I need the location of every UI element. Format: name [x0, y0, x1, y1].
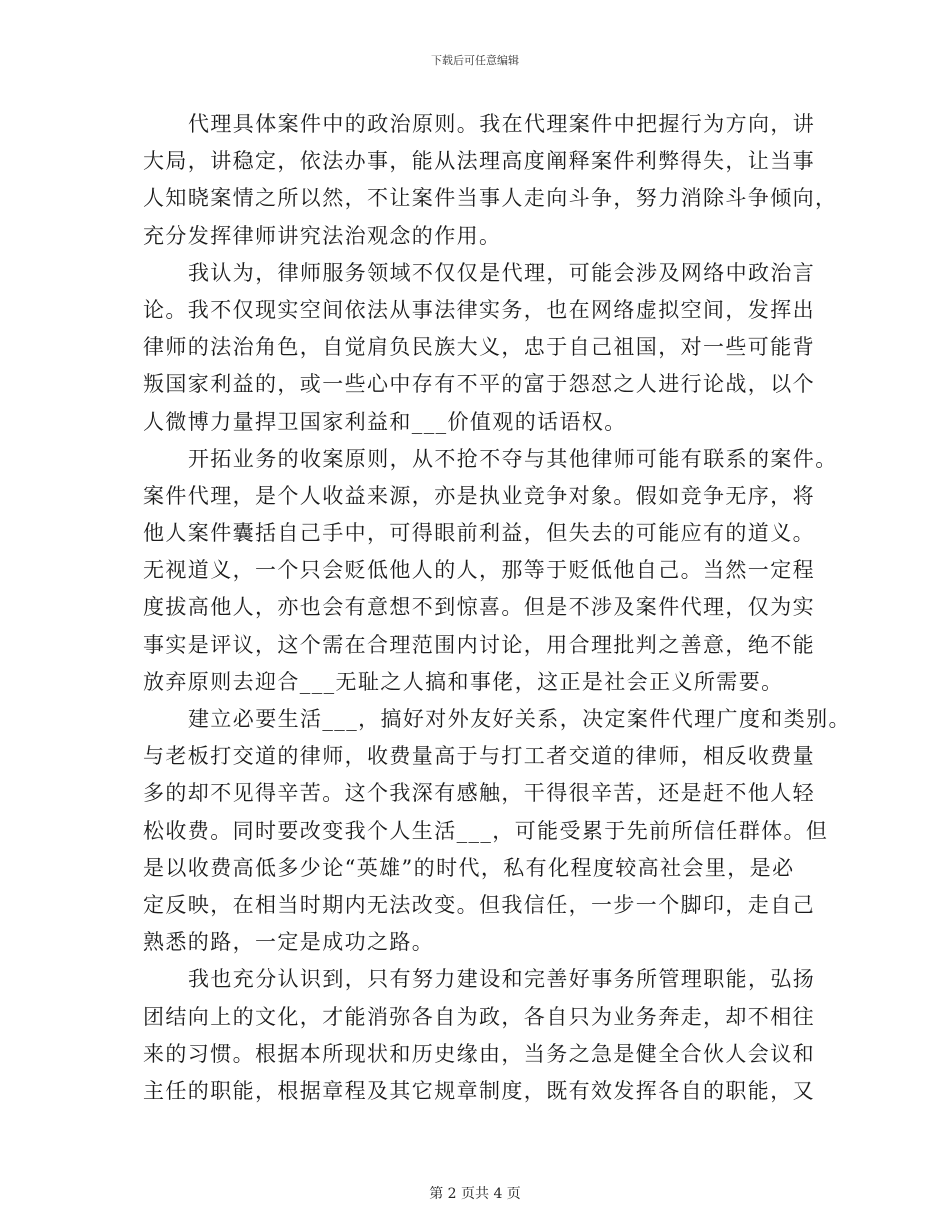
- page-number: 第 2 页共 4 页: [429, 1186, 521, 1202]
- text-line: 事实是评议，这个需在合理范围内讨论，用合理批判之善意，绝不能: [143, 632, 815, 657]
- text-line: 代理具体案件中的政治原则。我在代理案件中把握行为方向，讲: [188, 112, 816, 136]
- text-line: 无视道义，一个只会贬低他人的人，那等于贬低他自己。当然一定程: [143, 558, 815, 583]
- text-line: 多的却不见得辛苦。这个我深有感触，干得很辛苦，还是赶不他人轻: [143, 781, 815, 806]
- text-line: 人微博力量捍卫国家利益和___价值观的话语权。: [143, 409, 627, 434]
- paragraph-1: [143, 106, 838, 255]
- text-line: 律师的法治角色，自觉肩负民族大义，忠于自己祖国，对一些可能背: [143, 335, 815, 360]
- text-line: 来的习惯。根据本所现状和历史缘由，当务之急是健全合伙人会议和: [143, 1041, 815, 1066]
- text-line: 大局，讲稳定，依法办事，能从法理高度阐释案件利弊得失，让当事: [143, 149, 815, 174]
- text-line: 开拓业务的收案原则，从不抢不夺与其他律师可能有联系的案件。: [188, 446, 838, 471]
- paragraph-5: [143, 961, 816, 1110]
- text-line: 放弃原则去迎合___无耻之人搞和事佬，这正是社会正义所需要。: [143, 669, 784, 694]
- text-line: 定反映，在相当时期内无法改变。但我信任，一步一个脚印，走自己: [143, 892, 815, 917]
- text-line: 充分发挥律师讲究法治观念的作用。: [143, 223, 502, 248]
- text-line: 是以收费高低多少论“英雄”的时代，私有化程度较高社会里，是必: [143, 855, 795, 880]
- text-line: 我认为，律师服务领域不仅仅是代理，可能会涉及网络中政治言: [188, 260, 816, 285]
- text-line: 叛国家利益的，或一些心中存有不平的富于怨怼之人进行论战，以个: [143, 372, 815, 397]
- text-line: 松收费。同时要改变我个人生活___，可能受累于先前所信任群体。但: [143, 818, 829, 843]
- text-line: 主任的职能，根据章程及其它规章制度，既有效发挥各自的职能，又: [143, 1078, 815, 1103]
- paragraph-4: [143, 701, 851, 961]
- text-line: 他人案件囊括自己手中，可得眼前利益，但失去的可能应有的道义。: [143, 521, 815, 546]
- text-line: 团结向上的文化，才能消弥各自为政，各自只为业务奔走，却不相往: [143, 1004, 815, 1029]
- document-body: [143, 106, 851, 1110]
- paragraph-2: [143, 255, 816, 441]
- text-line: 熟悉的路，一定是成功之路。: [143, 930, 435, 955]
- text-line: 我也充分认识到，只有努力建设和完善好事务所管理职能，弘扬: [188, 967, 816, 992]
- paragraph-3: [143, 441, 838, 701]
- text-line: 度拔高他人，亦也会有意想不到惊喜。但是不涉及案件代理，仅为实: [143, 595, 815, 620]
- page-header: 下载后可任意编辑: [431, 54, 519, 67]
- text-line: 人知晓案情之所以然，不让案件当事人走向斗争，努力消除斗争倾向，: [143, 186, 838, 211]
- text-line: 建立必要生活___，搞好对外友好关系，决定案件代理广度和类别。: [188, 707, 851, 731]
- text-line: 与老板打交道的律师，收费量高于与打工者交道的律师，相反收费量: [143, 744, 815, 769]
- text-line: 案件代理，是个人收益来源，亦是执业竞争对象。假如竞争无序，将: [143, 483, 815, 508]
- text-line: 论。我不仅现实空间依法从事法律实务，也在网络虚拟空间，发挥出: [143, 297, 815, 322]
